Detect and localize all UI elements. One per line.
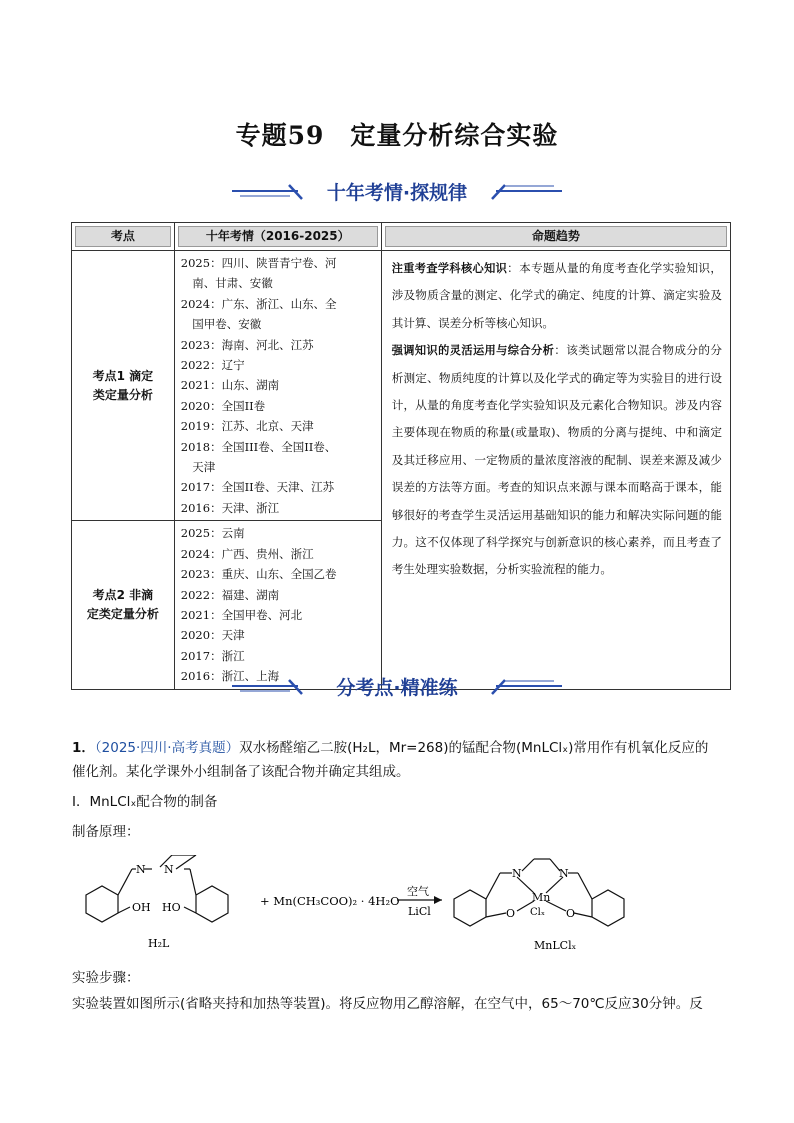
section-heading: Ⅰ．MnLClₓ配合物的制备 — [72, 794, 218, 810]
principle-label: 制备原理： — [72, 824, 140, 840]
atom-label: N — [512, 867, 522, 880]
year-line: 2016：浙江、上海 — [180, 669, 280, 684]
condition-top: 空气 — [407, 885, 429, 898]
year-line: 2020：全国II卷 — [180, 398, 266, 413]
trend-text: ：该类试题常以混合物成分的分析测定、物质纯度的计算以及化学式的确定等为实验目的进行设计，从量的角度考查化学实验知识及元素化合物知识。涉及内容主要体现在物质的称量(或量取)、物质的分离与提纯、中和滴定及其迁移应用、一定物质的量浓度溶液的配制、误差来源及减少误差的方法等方面。考查的知识点来源与课本而略高于课本，能够很好的考查学生灵活运用基础知识的能力和解决实际问题的能力。这不仅体现了科学探究与创新意识的核心素养，而且考查了考生处理实验数据，分析实验流程的能力。 — [391, 343, 722, 577]
years-cell — [174, 521, 381, 689]
atom-label: Clₓ — [530, 907, 546, 918]
question-source: （2025·四川·高考真题） — [94, 740, 240, 756]
page-title: 专题59 定量分析综合实验 — [235, 121, 559, 150]
year-line: 2016：天津、浙江 — [180, 500, 280, 515]
reagent-label: + Mn(CH₃COO)₂ · 4H₂O — [260, 894, 400, 908]
experiment-steps — [72, 966, 732, 1016]
reactant-structure — [86, 855, 228, 922]
atom-label: OH — [132, 901, 151, 914]
year-line: 2023：重庆、山东、全国乙卷 — [180, 567, 337, 582]
steps-text: 实验装置如图所示(省略夹持和加热等装置)。将反应物用乙醇溶解，在空气中，65～70℃反应30分钟。反 — [72, 996, 703, 1012]
trend-table — [71, 222, 731, 690]
year-line: 2017：全国II卷、天津、江苏 — [180, 480, 335, 495]
atom-label: O — [566, 907, 576, 920]
question-1 — [72, 736, 732, 844]
question-line: 催化剂。某化学课外小组制备了该配合物并确定其组成。 — [72, 764, 410, 780]
years-cell — [174, 251, 381, 521]
banner-title: 十年考情·探规律 — [326, 182, 468, 204]
year-line: 2023：海南、河北、江苏 — [180, 337, 314, 352]
topic-cell — [72, 521, 175, 689]
question-line — [72, 736, 732, 760]
condition-bottom: LiCl — [408, 905, 431, 918]
topic-cell — [72, 251, 175, 521]
year-line: 2021：山东、湖南 — [180, 378, 280, 393]
year-line: 2022：辽宁 — [180, 358, 245, 373]
header-years: 十年考情（2016-2025） — [178, 226, 378, 247]
year-line: 2017：浙江 — [180, 648, 245, 663]
atom-label: HO — [162, 901, 181, 914]
atom-label: N — [136, 863, 146, 876]
section-banner-practice — [0, 672, 794, 700]
year-line: 2022：福建、湖南 — [180, 587, 280, 602]
arrow-head — [434, 896, 442, 904]
year-line: 2019：江苏、北京、天津 — [180, 419, 314, 434]
year-line: 2020：天津 — [180, 628, 245, 643]
table-header-row — [72, 223, 731, 251]
header-topic: 考点 — [75, 226, 171, 247]
topic-line: 类定量分析 — [92, 387, 153, 402]
year-line: 2024：广东、浙江、山东、全 — [180, 296, 337, 311]
trend-heading: 注重考查学科核心知识 — [391, 262, 508, 275]
reactant-label: H₂L — [148, 937, 170, 950]
section-banner-trends — [0, 177, 794, 205]
year-line: 国甲卷、安徽 — [180, 317, 262, 332]
year-line: 2025：四川、陕晋青宁卷、河 — [180, 256, 337, 270]
atom-label: O — [506, 907, 516, 920]
trend-cell — [381, 251, 730, 690]
year-line: 2021：全国甲卷、河北 — [180, 607, 303, 622]
year-line: 2025：云南 — [180, 526, 245, 541]
topic-line: 考点2 非滴 — [92, 587, 154, 602]
year-line: 2018：全国III卷、全国II卷、 — [180, 439, 337, 454]
topic-line: 定类定量分析 — [86, 606, 159, 621]
product-label: MnLClₓ — [534, 939, 577, 952]
trend-text: ：本专题从量的角度考查化学实验知识，涉及物质含量的测定、化学式的确定、纯度的计算、滴定实验及其计算、误差分析等核心知识。 — [391, 261, 722, 330]
table-row — [72, 251, 731, 521]
year-line: 南、甘肃、安徽 — [180, 276, 273, 291]
question-number: 1． — [72, 740, 95, 756]
atom-label: N — [164, 863, 174, 876]
year-line: 2024：广西、贵州、浙江 — [180, 546, 314, 561]
topic-line: 考点1 滴定 — [92, 368, 154, 383]
atom-label: N — [559, 867, 569, 880]
reaction-scheme — [72, 855, 732, 955]
trend-heading: 强调知识的灵活运用与综合分析 — [391, 344, 555, 358]
year-line: 天津 — [180, 460, 216, 475]
steps-label: 实验步骤： — [72, 970, 140, 986]
banner-title: 分考点·精准练 — [336, 677, 458, 699]
atom-label: Mn — [532, 891, 551, 904]
question-text: 双水杨醛缩乙二胺(H₂L，Mr=268)的锰配合物(MnLClₓ)常用作有机氧化反应的 — [239, 740, 709, 756]
header-trend: 命题趋势 — [385, 226, 727, 247]
